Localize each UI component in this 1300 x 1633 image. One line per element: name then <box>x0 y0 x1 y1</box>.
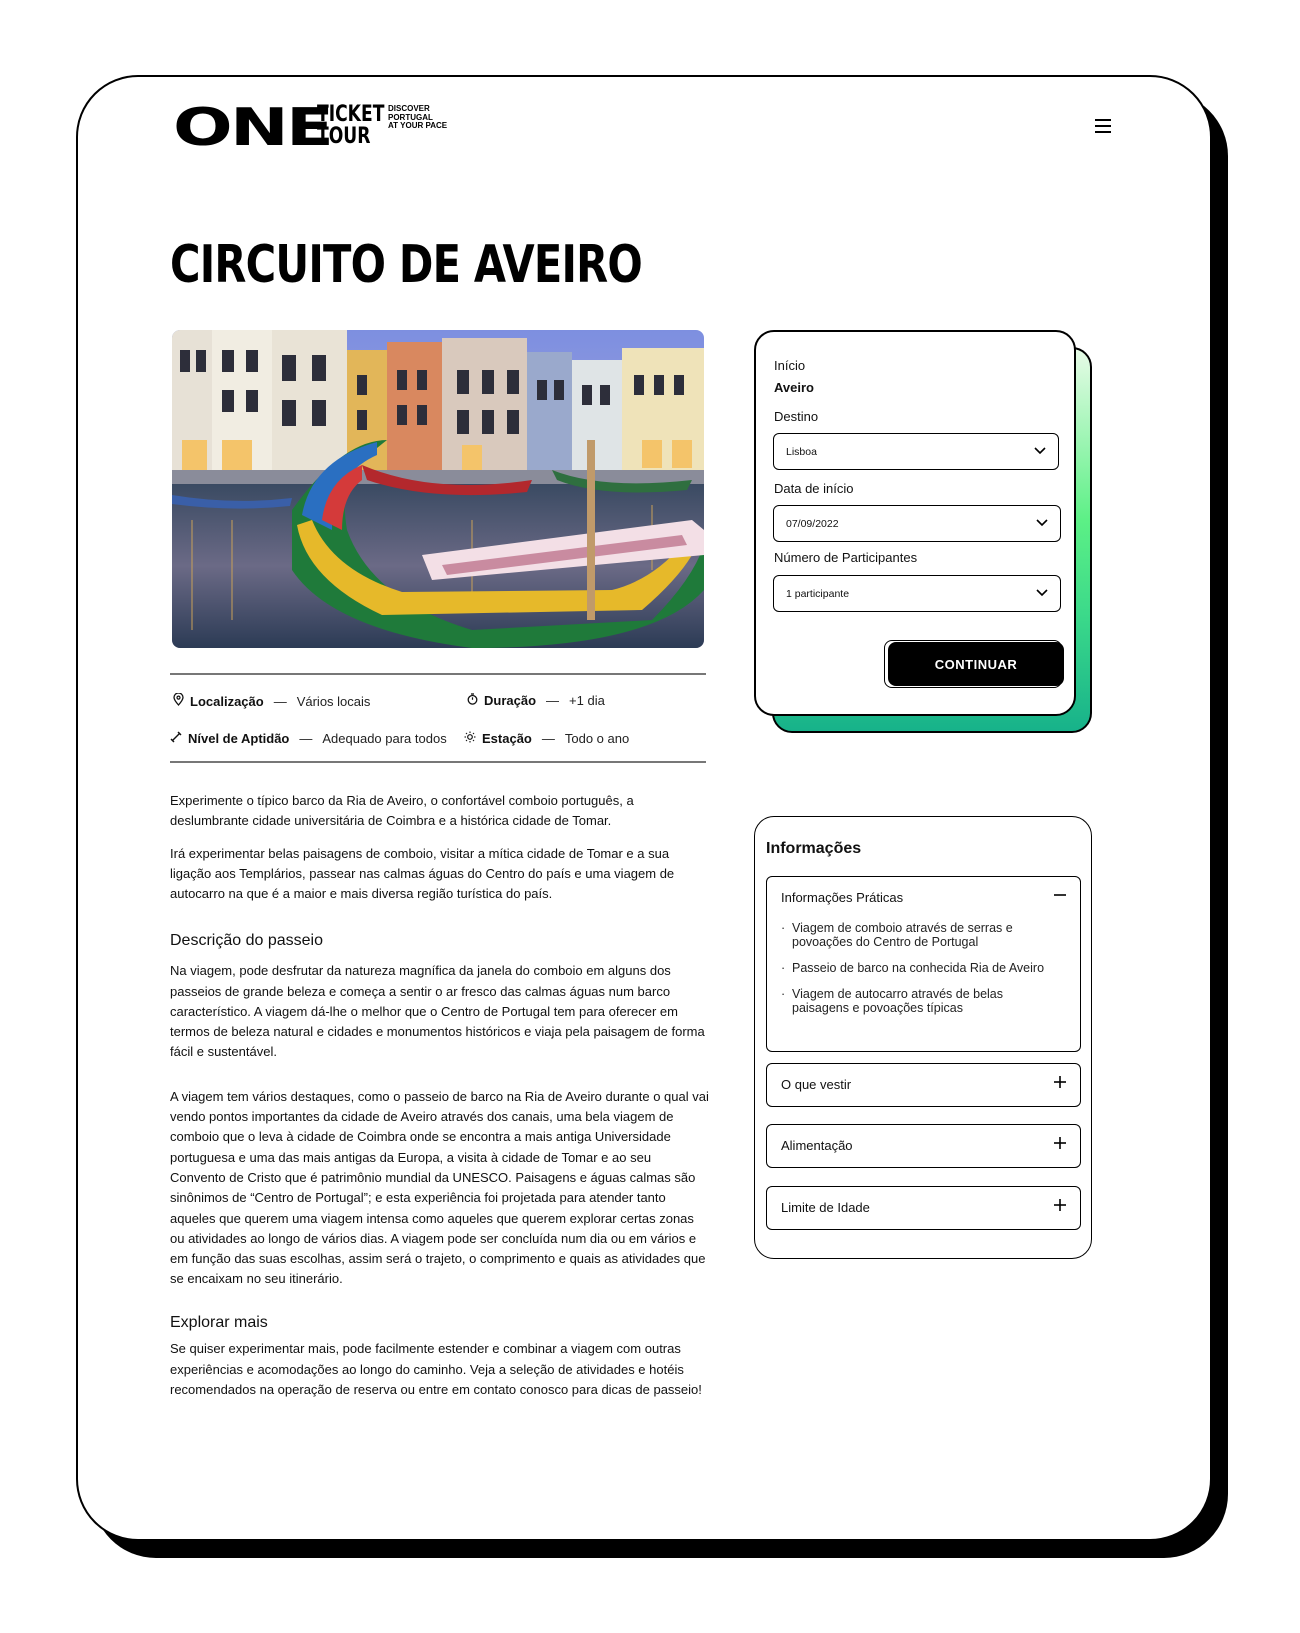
chevron-down-icon <box>1034 584 1050 600</box>
dumbbell-icon <box>170 731 182 746</box>
destination-select[interactable] <box>773 433 1059 470</box>
tagline-line-2: PORTUGAL <box>388 112 433 122</box>
brand-logo[interactable] <box>173 98 448 158</box>
fact-duration: Duração — +1 dia <box>466 693 605 708</box>
logo-ticket-tour <box>317 104 384 148</box>
fact-season-label: Estação <box>482 731 532 746</box>
fact-duration-label: Duração <box>484 693 537 708</box>
tour-intro <box>170 791 710 916</box>
sun-icon <box>464 731 476 746</box>
info-panel <box>754 816 1092 1259</box>
chevron-down-icon <box>1032 442 1048 458</box>
destination-label: Destino <box>774 409 819 424</box>
fact-fitness: Nível de Aptidão — Adequado para todos <box>170 731 447 746</box>
logo-ticket: TICKET <box>317 102 385 127</box>
plus-icon[interactable] <box>1052 1135 1068 1151</box>
list-item: · Viagem de autocarro através de belas paisagens e povoações típicas <box>781 987 1051 1015</box>
practical-info-list <box>781 921 1051 1027</box>
date-value: 07/09/2022 <box>786 517 839 530</box>
hamburger-icon[interactable] <box>1091 115 1115 139</box>
tagline-line-1: DISCOVER <box>388 104 430 113</box>
chevron-down-icon <box>1034 514 1050 530</box>
fact-location-label: Localização <box>190 693 264 709</box>
fact-location: Localização — Vários locais <box>172 693 370 709</box>
fact-fitness-value: Adequado para todos <box>322 731 447 746</box>
plus-icon[interactable] <box>1052 1074 1068 1090</box>
page-frame <box>76 75 1212 1541</box>
minus-icon[interactable] <box>1052 887 1068 903</box>
fact-fitness-label: Nível de Aptidão <box>188 731 290 746</box>
list-item: · Viagem de comboio através de serras e povoações do Centro de Portugal <box>781 921 1051 949</box>
description-paragraph-2: A viagem tem vários destaques, como o passeio de barco na Ria de Aveiro durante o qual vai vendo pontos importantes da cidade de Aveiro através dos canais, uma bela viagem de comboio que o leva à cidade de Coimbra onde se encontra a mais antiga Universidade portuguesa e uma das mais antigas da Europa, a visita à cidade de Tomar e ao seu Convento de Cristo que é patrimônio mundial da UNESCO. Paisagens e águas calmas são sinônimos de “Centro de Portugal”; e esta experiência foi projetada para atender tanto aqueles que querem uma viagem intensa como aqueles que querem explorar certas zonas ou atividades ao longo de vários dias. A viagem pode ser concluída num dia ou em vários e em função das suas escolhas, assim será o trajeto, o comprimento e quais as atividades que se encaixam no seu itinerário. <box>170 1088 709 1287</box>
start-label: Início <box>774 358 806 373</box>
info-title: Informações <box>766 840 862 857</box>
fact-season-value: Todo o ano <box>564 731 630 746</box>
tagline-line-3: AT YOUR PACE <box>388 121 448 130</box>
explore-more <box>170 1313 710 1412</box>
plus-icon[interactable] <box>1052 1197 1068 1213</box>
list-item: · Passeio de barco na conhecida Ria de Aveiro <box>781 961 1051 975</box>
accordion-age-limit-label: Limite de Idade <box>781 1200 870 1215</box>
date-select[interactable] <box>773 505 1061 542</box>
date-label: Data de início <box>774 481 854 496</box>
participants-label: Número de Participantes <box>774 550 918 565</box>
accordion-age-limit[interactable] <box>766 1186 1081 1230</box>
fact-location-value: Vários locais <box>296 693 371 709</box>
start-value: Aveiro <box>774 380 814 395</box>
destination-value: Lisboa <box>786 445 817 458</box>
intro-paragraph-2: Irá experimentar belas paisagens de comboio, visitar a mítica cidade de Tomar e a sua ligação aos Templários, passear nas calmas águas do Centro do país e uma viagem de autocarro na que é a maior e mais diversa região turística do país. <box>170 845 675 902</box>
location-pin-icon <box>172 693 184 709</box>
page-title: CIRCUITO DE AVEIRO <box>170 235 642 295</box>
participants-select[interactable] <box>773 575 1061 612</box>
participants-value: 1 participante <box>786 587 850 600</box>
tour-facts <box>170 673 706 763</box>
accordion-food[interactable] <box>766 1124 1081 1168</box>
accordion-practical-info[interactable] <box>766 876 1081 1052</box>
tour-description <box>170 931 710 1302</box>
explore-paragraph: Se quiser experimentar mais, pode facilmente estender e combinar a viagem com outras experiências e acomodações ao longo do caminho. Veja a seleção de atividades e hotéis recomendados na operação de reserva ou entre em contato conosco para dicas de passeio! <box>170 1341 702 1397</box>
continue-button[interactable]: CONTINUAR <box>888 642 1064 686</box>
hero-image <box>172 330 704 648</box>
accordion-what-to-wear-label: O que vestir <box>781 1077 852 1092</box>
logo-wordmark: ONE <box>173 98 332 158</box>
description-heading: Descrição do passeio <box>170 932 323 949</box>
fact-duration-value: +1 dia <box>569 693 605 708</box>
description-paragraph-1: Na viagem, pode desfrutar da natureza magnífica da janela do comboio em alguns dos passeios de grande beleza e começa a sentir o ar fresco das calmas águas num barco característico. A viagem dá-lhe o melhor que o Centro de Portugal tem para oferecer em termos de beleza natural e cidades e monumentos históricos e viaja pela paisagem de forma fácil e sustentável. <box>170 963 705 1060</box>
accordion-what-to-wear[interactable] <box>766 1063 1081 1107</box>
stopwatch-icon <box>466 693 478 708</box>
accordion-food-label: Alimentação <box>781 1138 853 1153</box>
logo-tour: TOUR <box>317 124 371 149</box>
logo-tagline <box>388 105 468 131</box>
booking-card <box>754 330 1076 716</box>
accordion-practical-info-label: Informações Práticas <box>781 890 904 905</box>
explore-heading: Explorar mais <box>170 1314 268 1331</box>
intro-paragraph-1: Experimente o típico barco da Ria de Aveiro, o confortável comboio português, a deslumbrante cidade universitária de Coimbra e a histórica cidade de Tomar. <box>170 793 634 829</box>
fact-season: Estação — Todo o ano <box>464 731 629 746</box>
